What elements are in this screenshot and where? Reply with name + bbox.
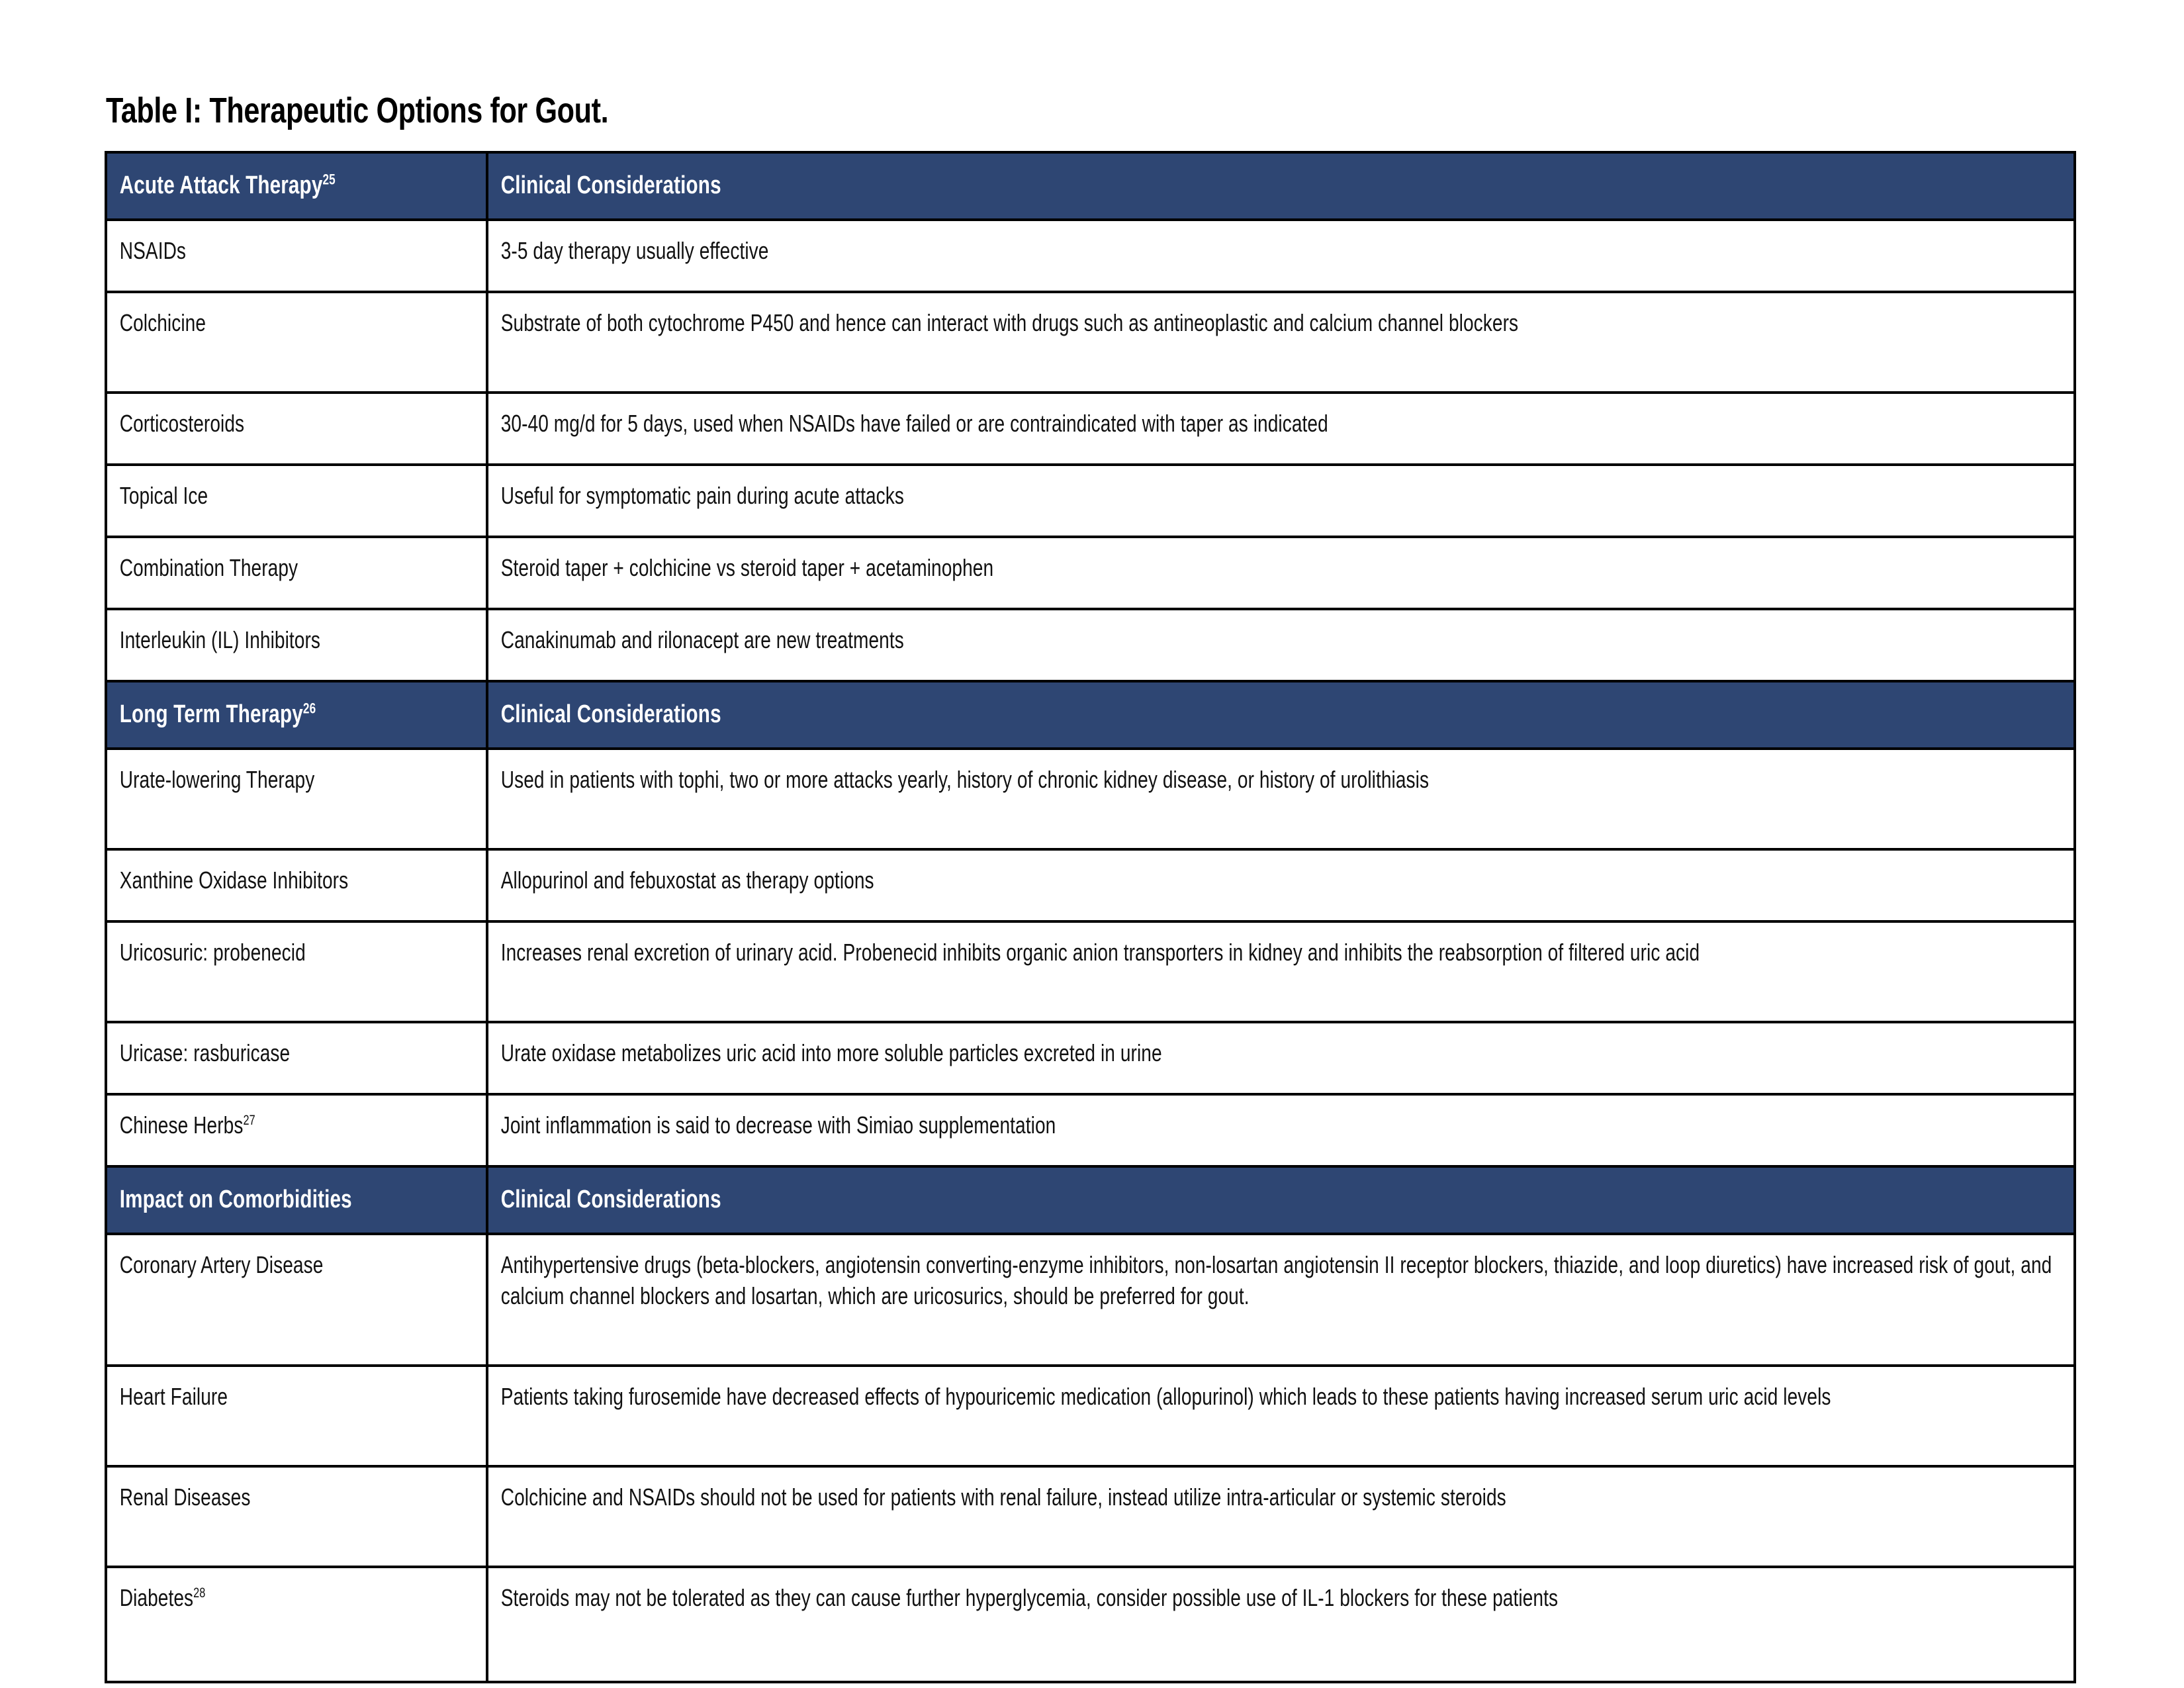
therapy-reference-superscript: 28 <box>193 1585 206 1601</box>
table-row <box>106 220 2075 292</box>
therapy-label: Colchicine <box>119 309 206 336</box>
therapy-cell <box>106 1094 487 1166</box>
therapy-cell <box>106 1366 487 1466</box>
consideration-cell <box>487 292 2075 393</box>
consideration-cell <box>487 921 2075 1022</box>
section-header-considerations-label: Clinical Considerations <box>500 700 721 728</box>
therapy-label: Coronary Artery Disease <box>119 1251 324 1278</box>
therapy-label: Heart Failure <box>119 1383 228 1410</box>
section-header-considerations-cell <box>487 1166 2075 1234</box>
table-row <box>106 1466 2075 1567</box>
therapeutic-options-table <box>105 151 2076 1683</box>
consideration-cell <box>487 749 2075 849</box>
consideration-cell <box>487 1366 2075 1466</box>
consideration-cell <box>487 537 2075 609</box>
section-header-row <box>106 1166 2075 1234</box>
table-row <box>106 1234 2075 1366</box>
therapy-label: Topical Ice <box>119 482 208 509</box>
table-row <box>106 1567 2075 1682</box>
consideration-text: Increases renal excretion of urinary acid. Probenecid inhibits organic anion transporters in kidney and inhibits the reabsorption of filtered uric acid <box>500 939 1700 966</box>
table-row <box>106 921 2075 1022</box>
therapy-cell <box>106 537 487 609</box>
consideration-text: Colchicine and NSAIDs should not be used for patients with renal failure, instead utilize intra-articular or systemic steroids <box>500 1483 1506 1511</box>
consideration-text: Antihypertensive drugs (beta-blockers, angiotensin converting-enzyme inhibitors, non-losartan angiotensin II receptor blockers, thiazide, and loop diuretics) have increased risk of gout, and calcium channel blockers and losartan, which are uricosurics, should be preferred for gout. <box>500 1251 2052 1309</box>
therapy-label: Diabetes$^{28}$ <box>119 1584 206 1611</box>
section-header-considerations-label: Clinical Considerations <box>500 171 721 199</box>
therapy-cell <box>106 1567 487 1682</box>
therapy-cell <box>106 1022 487 1094</box>
therapy-cell <box>106 465 487 537</box>
section-header-considerations-cell <box>487 681 2075 749</box>
table-row <box>106 537 2075 609</box>
therapy-cell <box>106 921 487 1022</box>
therapy-label: Xanthine Oxidase Inhibitors <box>119 867 349 894</box>
therapy-label: Chinese Herbs$^{27}$ <box>119 1111 255 1139</box>
table-row <box>106 749 2075 849</box>
therapy-cell <box>106 609 487 681</box>
page-title: Table I: Therapeutic Options for Gout. <box>106 91 609 130</box>
section-header-row <box>106 681 2075 749</box>
therapy-label: Interleukin (IL) Inhibitors <box>119 626 321 653</box>
therapy-label: Corticosteroids <box>119 410 245 437</box>
section-header-therapy-cell <box>106 1166 487 1234</box>
consideration-cell <box>487 465 2075 537</box>
consideration-text: Urate oxidase metabolizes uric acid into more soluble particles excreted in urine <box>500 1039 1162 1066</box>
therapy-cell <box>106 849 487 921</box>
therapy-cell <box>106 1234 487 1366</box>
consideration-cell <box>487 1094 2075 1166</box>
therapy-label: Urate-lowering Therapy <box>119 766 315 793</box>
consideration-text: Useful for symptomatic pain during acute attacks <box>500 482 905 509</box>
section-header-reference-superscript: 26 <box>302 700 316 717</box>
therapy-cell <box>106 1466 487 1567</box>
consideration-text: Used in patients with tophi, two or more attacks yearly, history of chronic kidney disease, or history of urolithiasis <box>500 766 1430 793</box>
section-header-considerations-cell <box>487 152 2075 220</box>
table-row <box>106 1366 2075 1466</box>
table-row <box>106 393 2075 465</box>
therapy-reference-superscript: 27 <box>243 1113 255 1128</box>
table-row <box>106 609 2075 681</box>
therapy-cell <box>106 292 487 393</box>
section-header-therapy-cell <box>106 681 487 749</box>
consideration-text: Steroids may not be tolerated as they can cause further hyperglycemia, consider possible use of IL-1 blockers for these patients <box>500 1584 1559 1611</box>
table-container <box>105 93 2073 1683</box>
consideration-text: 3-5 day therapy usually effective <box>500 237 769 264</box>
section-header-therapy-label: Impact on Comorbidities <box>119 1186 352 1213</box>
consideration-text: Allopurinol and febuxostat as therapy options <box>500 867 874 894</box>
table-row <box>106 849 2075 921</box>
table-row <box>106 1094 2075 1166</box>
section-header-reference-superscript: 25 <box>322 171 336 188</box>
consideration-cell <box>487 220 2075 292</box>
section-header-therapy-label: Acute Attack Therapy$^{25}$ <box>119 171 336 199</box>
section-header-considerations-label: Clinical Considerations <box>500 1186 721 1213</box>
section-header-therapy-label: Long Term Therapy$^{26}$ <box>119 700 316 728</box>
consideration-cell <box>487 1466 2075 1567</box>
table-row <box>106 1022 2075 1094</box>
therapy-label: Uricosuric: probenecid <box>119 939 306 966</box>
table-row <box>106 465 2075 537</box>
consideration-text: Canakinumab and rilonacept are new treatments <box>500 626 904 653</box>
therapy-cell <box>106 749 487 849</box>
consideration-cell <box>487 1567 2075 1682</box>
therapy-label: NSAIDs <box>119 237 187 264</box>
consideration-cell <box>487 1234 2075 1366</box>
consideration-text: Patients taking furosemide have decreased effects of hypouricemic medication (allopurinol) which leads to these patients having increased serum uric acid levels <box>500 1383 1831 1410</box>
table-body <box>106 152 2075 1682</box>
consideration-cell <box>487 849 2075 921</box>
section-header-row <box>106 152 2075 220</box>
therapy-label: Renal Diseases <box>119 1483 251 1511</box>
consideration-text: Steroid taper + colchicine vs steroid taper + acetaminophen <box>500 554 994 581</box>
therapy-cell <box>106 220 487 292</box>
consideration-text: 30-40 mg/d for 5 days, used when NSAIDs have failed or are contraindicated with taper as indicated <box>500 410 1328 437</box>
therapy-cell <box>106 393 487 465</box>
table-row <box>106 292 2075 393</box>
consideration-cell <box>487 393 2075 465</box>
section-header-therapy-cell <box>106 152 487 220</box>
therapy-label: Combination Therapy <box>119 554 298 581</box>
consideration-cell <box>487 1022 2075 1094</box>
therapy-label: Uricase: rasburicase <box>119 1039 291 1066</box>
consideration-text: Joint inflammation is said to decrease with Simiao supplementation <box>500 1111 1056 1139</box>
consideration-text: Substrate of both cytochrome P450 and hence can interact with drugs such as antineoplastic and calcium channel blockers <box>500 309 1519 336</box>
consideration-cell <box>487 609 2075 681</box>
